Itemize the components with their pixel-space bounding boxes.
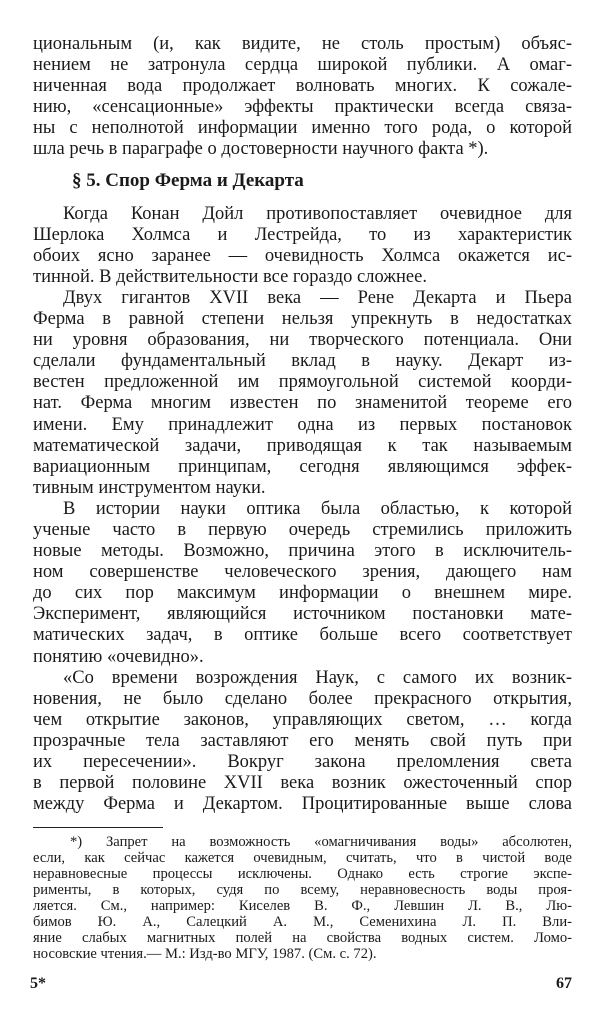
text-line: тинной. В действительности все гораздо сложнее. (33, 266, 427, 287)
text-line: нением не затронула сердца широкой публики. А омаг- (33, 55, 572, 76)
footnote-line: *) Запрет на возможность «омагничивания воды» абсолютен, (70, 834, 572, 851)
text-line: чем открытие законов, управляющих светом, … когда (33, 709, 572, 730)
footnote-line: рименты, в которых, судя по всему, неравновесность воды проя- (33, 882, 572, 899)
footnote-line: если, как сейчас кажется очевидным, считать, что в чистой воде (33, 850, 572, 867)
text-line: ни уровня образования, ни творческого потенциала. Они (33, 330, 572, 351)
text-line: ученые часто в первую очередь стремились приложить (33, 519, 572, 540)
text-line: в первой половине XVII века возник ожесточенный спор (33, 773, 572, 794)
text-line: между Ферма и Декартом. Процитированные выше слова (33, 794, 572, 815)
paragraph (33, 499, 572, 668)
paragraph-continued (33, 34, 572, 161)
text-line: матических задач, в оптике больше всего соответствует (33, 625, 572, 646)
text-line: ниченная вода продолжает волновать многих. К сожале- (33, 76, 572, 97)
text-line: сделали фундаментальный вклад в науку. Декарт из- (33, 351, 572, 372)
footnote-line: неравновесные процессы исключены. Однако есть строгие экспе- (33, 866, 572, 883)
text-line: вестен предложенной им прямоугольной системой коорди- (33, 372, 572, 393)
footnote-line: бимов Ю. А., Салецкий А. М., Семенихина Л. П. Вли- (33, 914, 572, 931)
text-line: математической задачи, приводящая к так называемым (33, 435, 572, 456)
text-line: шла речь в параграфе о достоверности научного факта *). (33, 139, 489, 160)
page-number: 67 (556, 975, 572, 992)
signature-mark: 5* (30, 975, 46, 992)
text-line: нат. Ферма многим известен по знаменитой теореме его (33, 393, 572, 414)
footnote-line: яние слабых магнитных полей на свойства водных систем. Ломо- (33, 930, 572, 947)
text-line: имени. Ему принадлежит одна из первых постановок (33, 414, 572, 435)
text-line: ном совершенстве человеческого зрения, дающего нам (33, 562, 572, 583)
text-line: обоих ясно заранее — очевидность Холмса окажется ис- (33, 245, 572, 266)
section-heading: § 5. Спор Ферма и Декарта (72, 169, 304, 191)
book-page (33, 34, 572, 962)
text-line: Двух гигантов XVII века — Рене Декарта и Пьера (63, 287, 572, 308)
text-line: Когда Конан Дойл противопоставляет очевидное для (63, 203, 572, 224)
text-line: прозрачные тела заставляют его менять свой путь при (33, 730, 572, 751)
text-line: понятию «очевидно». (33, 646, 204, 667)
paragraph (33, 204, 572, 288)
text-line: циональным (и, как видите, не столь простым) объяс- (33, 34, 572, 54)
text-line: Эксперимент, являющийся источником постановки мате- (33, 604, 572, 625)
paragraph (33, 34, 572, 161)
footnote (33, 834, 572, 962)
footnote-divider (33, 827, 163, 828)
text-line: «Со времени возрождения Наук, с самого их возник- (63, 667, 572, 688)
text-line: до сих пор максимум информации о внешнем мире. (33, 583, 572, 604)
body-text (33, 204, 572, 816)
footnote-line: носовские чтения.— М.: Изд-во МГУ, 1987. (См. с. 72). (33, 946, 377, 963)
footnote-line: ляется. См., например: Киселев В. Ф., Левшин Л. В., Лю- (33, 898, 572, 915)
text-line: В истории науки оптика была областью, к которой (63, 498, 572, 519)
text-line: новые методы. Возможно, причина этого в исключитель- (33, 541, 572, 562)
text-line: тивным инструментом науки. (33, 477, 266, 498)
text-line: их пересечении». Вокруг закона преломления света (33, 752, 572, 772)
text-line: новения, не было сделано более прекрасного открытия, (33, 688, 572, 709)
text-line: Шерлока Холмса и Лестрейда, то из характеристик (33, 224, 572, 245)
paragraph (33, 288, 572, 499)
paragraph (33, 668, 572, 816)
text-line: нию, «сенсационные» эффекты практически всегда связа- (33, 97, 572, 118)
text-line: вариационным принципам, сегодня являющимся эффек- (33, 456, 572, 477)
text-line: Ферма в равной степени нельзя упрекнуть в недостатках (33, 309, 572, 330)
text-line: ны с неполнотой информации именно того рода, о которой (33, 118, 572, 139)
